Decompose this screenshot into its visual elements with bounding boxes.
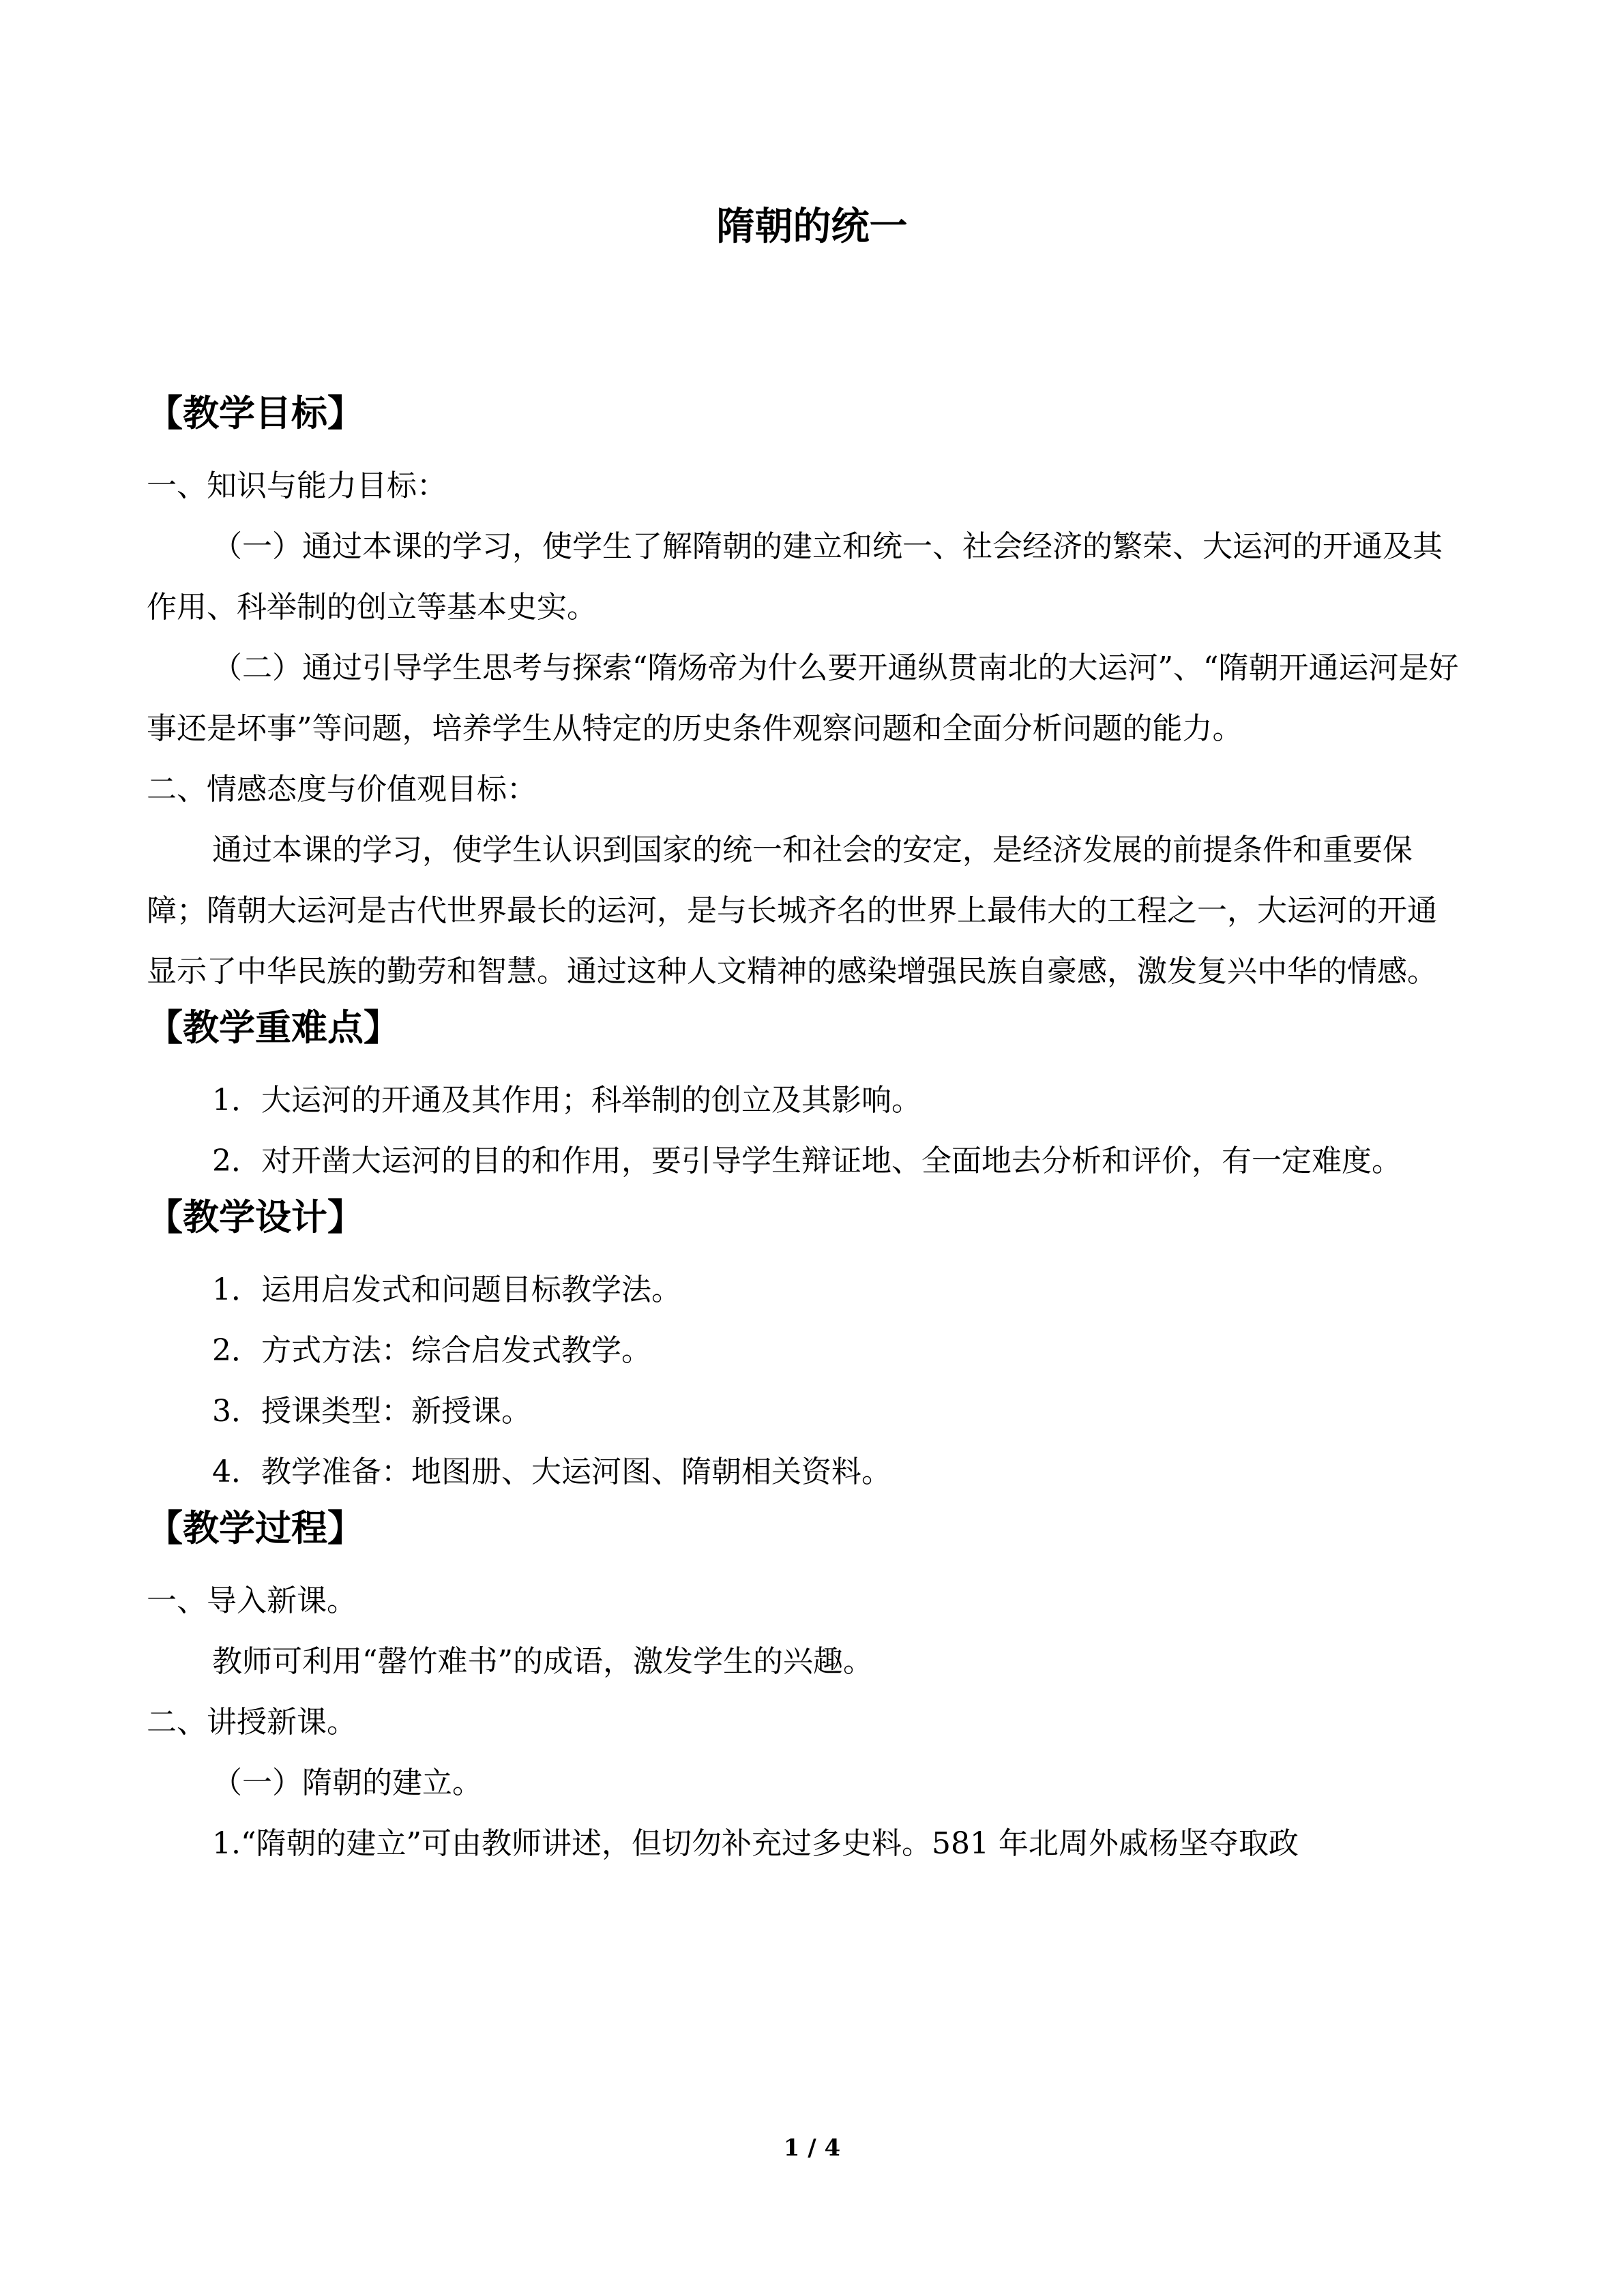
process-paragraph-2: （一）隋朝的建立。 — [212, 1765, 482, 1800]
design-paragraph-1: 1．运用启发式和问题目标教学法。 — [212, 1272, 681, 1307]
document-body — [147, 389, 1466, 1874]
page-number: 1 / 4 — [783, 2134, 841, 2162]
process-paragraph-1: 教师可利用“罄竹难书”的成语，激发学生的兴趣。 — [212, 1644, 873, 1679]
goals-paragraph-3: 通过本课的学习，使学生认识到国家的统一和社会的安定，是经济发展的前提条件和重要保障；隋朝大运河是古代世界最长的运河，是与长城齐名的世界上最伟大的工程之一，大运河的开通显示了中华民族的勤劳和智慧。通过这种人文精神的感染增强民族自豪感，激发复兴中华的情感。 — [147, 833, 1437, 989]
process-item-1: 一、导入新课。 — [147, 1583, 357, 1618]
section-heading-key-points: 【教学重难点】 — [147, 1007, 400, 1049]
key-points-paragraph-1: 1．大运河的开通及其作用；科举制的创立及其影响。 — [212, 1083, 921, 1118]
section-heading-process: 【教学过程】 — [147, 1508, 364, 1549]
design-paragraph-4: 4．教学准备：地图册、大运河图、隋朝相关资料。 — [212, 1455, 891, 1489]
section-heading-design: 【教学设计】 — [147, 1197, 364, 1238]
design-paragraph-2: 2．方式方法：综合启发式教学。 — [212, 1333, 651, 1368]
key-points-paragraph-2: 2．对开凿大运河的目的和作用，要引导学生辩证地、全面地去分析和评价，有一定难度。 — [212, 1144, 1402, 1178]
process-paragraph-3: 1.“隋朝的建立”可由教师讲述，但切勿补充过多史料。581 年北周外戚杨坚夺取政 — [212, 1826, 1299, 1861]
process-item-2: 二、讲授新课。 — [147, 1705, 357, 1740]
goals-paragraph-2: （二）通过引导学生思考与探索“隋炀帝为什么要开通纵贯南北的大运河”、“隋朝开通运河是好事还是坏事”等问题，培养学生从特定的历史条件观察问题和全面分析问题的能力。 — [147, 651, 1459, 746]
section-heading-goals: 【教学目标】 — [147, 393, 364, 434]
goals-item-2: 二、情感态度与价值观目标： — [147, 772, 537, 807]
document-title: 隋朝的统一 — [716, 205, 908, 249]
goals-paragraph-1: （一）通过本课的学习，使学生了解隋朝的建立和统一、社会经济的繁荣、大运河的开通及其作用、科举制的创立等基本史实。 — [147, 529, 1443, 625]
design-paragraph-3: 3．授课类型：新授课。 — [212, 1394, 531, 1429]
goals-item-1: 一、知识与能力目标： — [147, 468, 447, 503]
